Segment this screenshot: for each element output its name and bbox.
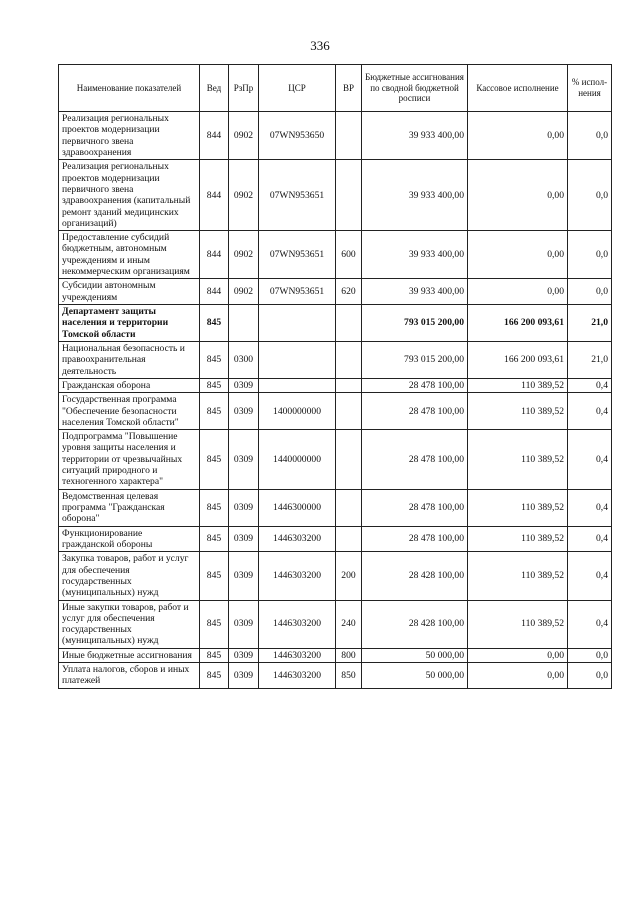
- cell-percent: 0,4: [568, 600, 612, 648]
- cell-rzpr: 0309: [229, 648, 259, 662]
- cell-name: Предоставление субсидий бюджетным, автономным учреждениям и иным некоммерческим организациям: [59, 231, 200, 279]
- cell-budget: 28 478 100,00: [362, 489, 468, 526]
- table-row: [59, 489, 612, 526]
- cell-cash: 110 389,52: [468, 430, 568, 490]
- cell-budget: 39 933 400,00: [362, 112, 468, 160]
- cell-percent: 0,0: [568, 663, 612, 689]
- cell-cash: 0,00: [468, 663, 568, 689]
- cell-ved: 845: [200, 648, 229, 662]
- cell-rzpr: 0309: [229, 430, 259, 490]
- cell-vr: [336, 526, 362, 552]
- cell-cash: 0,00: [468, 160, 568, 231]
- cell-rzpr: 0309: [229, 378, 259, 392]
- cell-csr: 1446303200: [259, 526, 336, 552]
- cell-ved: 844: [200, 279, 229, 305]
- cell-budget: 50 000,00: [362, 663, 468, 689]
- cell-vr: 200: [336, 552, 362, 600]
- cell-name: Реализация региональных проектов модернизации первичного звена здравоохранения (капитальный ремонт зданий медицинских организаций): [59, 160, 200, 231]
- header-ved: Вед: [200, 65, 229, 112]
- table-row: [59, 648, 612, 662]
- cell-name: Субсидии автономным учреждениям: [59, 279, 200, 305]
- cell-percent: 0,0: [568, 160, 612, 231]
- cell-vr: [336, 378, 362, 392]
- cell-vr: [336, 305, 362, 342]
- cell-percent: 0,0: [568, 648, 612, 662]
- cell-percent: 0,4: [568, 430, 612, 490]
- cell-rzpr: 0300: [229, 341, 259, 378]
- cell-name: Уплата налогов, сборов и иных платежей: [59, 663, 200, 689]
- cell-vr: 850: [336, 663, 362, 689]
- cell-vr: [336, 160, 362, 231]
- cell-ved: 844: [200, 112, 229, 160]
- cell-percent: 21,0: [568, 341, 612, 378]
- cell-csr: 1446303200: [259, 552, 336, 600]
- cell-budget: 39 933 400,00: [362, 279, 468, 305]
- table-row: [59, 305, 612, 342]
- cell-budget: 28 478 100,00: [362, 526, 468, 552]
- cell-csr: 1446303200: [259, 600, 336, 648]
- cell-vr: [336, 341, 362, 378]
- cell-budget: 28 478 100,00: [362, 393, 468, 430]
- table-row: [59, 663, 612, 689]
- cell-name: Иные бюджетные ассигнования: [59, 648, 200, 662]
- cell-cash: 110 389,52: [468, 600, 568, 648]
- cell-name: Функционирование гражданской обороны: [59, 526, 200, 552]
- cell-csr: 07WN953651: [259, 279, 336, 305]
- cell-rzpr: 0309: [229, 489, 259, 526]
- cell-csr: 1446303200: [259, 663, 336, 689]
- table-row: [59, 341, 612, 378]
- header-csr: ЦСР: [259, 65, 336, 112]
- cell-percent: 21,0: [568, 305, 612, 342]
- cell-cash: 110 389,52: [468, 489, 568, 526]
- cell-budget: 793 015 200,00: [362, 305, 468, 342]
- cell-ved: 845: [200, 663, 229, 689]
- table-row: [59, 378, 612, 392]
- cell-csr: 1440000000: [259, 430, 336, 490]
- cell-cash: 110 389,52: [468, 378, 568, 392]
- cell-rzpr: 0309: [229, 552, 259, 600]
- cell-budget: 28 478 100,00: [362, 378, 468, 392]
- cell-vr: 800: [336, 648, 362, 662]
- page-number: 336: [310, 38, 330, 53]
- cell-csr: 07WN953651: [259, 160, 336, 231]
- cell-percent: 0,4: [568, 489, 612, 526]
- cell-name: Национальная безопасность и правоохранительная деятельность: [59, 341, 200, 378]
- cell-vr: [336, 430, 362, 490]
- cell-cash: 0,00: [468, 112, 568, 160]
- cell-budget: 793 015 200,00: [362, 341, 468, 378]
- header-vr: ВР: [336, 65, 362, 112]
- cell-percent: 0,0: [568, 279, 612, 305]
- header-name: Наименование показателей: [59, 65, 200, 112]
- cell-vr: 240: [336, 600, 362, 648]
- cell-ved: 845: [200, 305, 229, 342]
- cell-percent: 0,4: [568, 526, 612, 552]
- cell-name: Гражданская оборона: [59, 378, 200, 392]
- cell-vr: 600: [336, 231, 362, 279]
- cell-csr: [259, 341, 336, 378]
- cell-rzpr: 0902: [229, 112, 259, 160]
- cell-percent: 0,0: [568, 112, 612, 160]
- cell-cash: 0,00: [468, 231, 568, 279]
- cell-budget: 28 478 100,00: [362, 430, 468, 490]
- cell-budget: 50 000,00: [362, 648, 468, 662]
- cell-cash: 110 389,52: [468, 552, 568, 600]
- cell-percent: 0,4: [568, 378, 612, 392]
- cell-name: Иные закупки товаров, работ и услуг для обеспечения государственных (муниципальных) нужд: [59, 600, 200, 648]
- cell-vr: [336, 393, 362, 430]
- cell-ved: 845: [200, 378, 229, 392]
- cell-rzpr: [229, 305, 259, 342]
- cell-name: Ведомственная целевая программа "Гражданская оборона": [59, 489, 200, 526]
- cell-ved: 845: [200, 552, 229, 600]
- cell-csr: 07WN953651: [259, 231, 336, 279]
- table-row: [59, 430, 612, 490]
- cell-ved: 845: [200, 430, 229, 490]
- cell-ved: 845: [200, 341, 229, 378]
- cell-name: Государственная программа "Обеспечение безопасности населения Томской области": [59, 393, 200, 430]
- table-row: [59, 160, 612, 231]
- cell-rzpr: 0309: [229, 663, 259, 689]
- cell-rzpr: 0309: [229, 393, 259, 430]
- cell-percent: 0,4: [568, 393, 612, 430]
- cell-name: Закупка товаров, работ и услуг для обеспечения государственных (муниципальных) нужд: [59, 552, 200, 600]
- table-row: [59, 552, 612, 600]
- cell-ved: 845: [200, 393, 229, 430]
- cell-cash: 0,00: [468, 279, 568, 305]
- table-row: [59, 279, 612, 305]
- cell-vr: [336, 112, 362, 160]
- cell-cash: 110 389,52: [468, 526, 568, 552]
- cell-ved: 845: [200, 526, 229, 552]
- cell-csr: 07WN953650: [259, 112, 336, 160]
- cell-cash: 0,00: [468, 648, 568, 662]
- header-budget: Бюджетные ассигнования по сводной бюджетной росписи: [362, 65, 468, 112]
- cell-rzpr: 0902: [229, 231, 259, 279]
- cell-name: Департамент защиты населения и территории Томской области: [59, 305, 200, 342]
- table-row: [59, 526, 612, 552]
- table-row: [59, 112, 612, 160]
- cell-budget: 39 933 400,00: [362, 231, 468, 279]
- cell-csr: [259, 305, 336, 342]
- cell-rzpr: 0309: [229, 526, 259, 552]
- cell-budget: 28 428 100,00: [362, 600, 468, 648]
- header-cash: Кассовое исполнение: [468, 65, 568, 112]
- cell-name: Реализация региональных проектов модернизации первичного звена здравоохранения: [59, 112, 200, 160]
- cell-cash: 110 389,52: [468, 393, 568, 430]
- table-row: [59, 393, 612, 430]
- cell-percent: 0,4: [568, 552, 612, 600]
- cell-csr: 1446303200: [259, 648, 336, 662]
- header-row: [59, 65, 612, 112]
- table-body: [59, 112, 612, 689]
- header-percent: % испол-нения: [568, 65, 612, 112]
- cell-budget: 28 428 100,00: [362, 552, 468, 600]
- cell-percent: 0,0: [568, 231, 612, 279]
- cell-csr: 1400000000: [259, 393, 336, 430]
- cell-name: Подпрограмма "Повышение уровня защиты населения и территории от чрезвычайных ситуаций природного и техногенного характера": [59, 430, 200, 490]
- cell-csr: 1446300000: [259, 489, 336, 526]
- table-row: [59, 600, 612, 648]
- cell-ved: 845: [200, 600, 229, 648]
- cell-vr: [336, 489, 362, 526]
- cell-rzpr: 0309: [229, 600, 259, 648]
- cell-ved: 844: [200, 160, 229, 231]
- cell-cash: 166 200 093,61: [468, 341, 568, 378]
- header-rzpr: РзПр: [229, 65, 259, 112]
- cell-ved: 845: [200, 489, 229, 526]
- cell-rzpr: 0902: [229, 279, 259, 305]
- cell-budget: 39 933 400,00: [362, 160, 468, 231]
- cell-vr: 620: [336, 279, 362, 305]
- cell-csr: [259, 378, 336, 392]
- cell-ved: 844: [200, 231, 229, 279]
- budget-table: [58, 64, 612, 689]
- cell-rzpr: 0902: [229, 160, 259, 231]
- table-row: [59, 231, 612, 279]
- cell-cash: 166 200 093,61: [468, 305, 568, 342]
